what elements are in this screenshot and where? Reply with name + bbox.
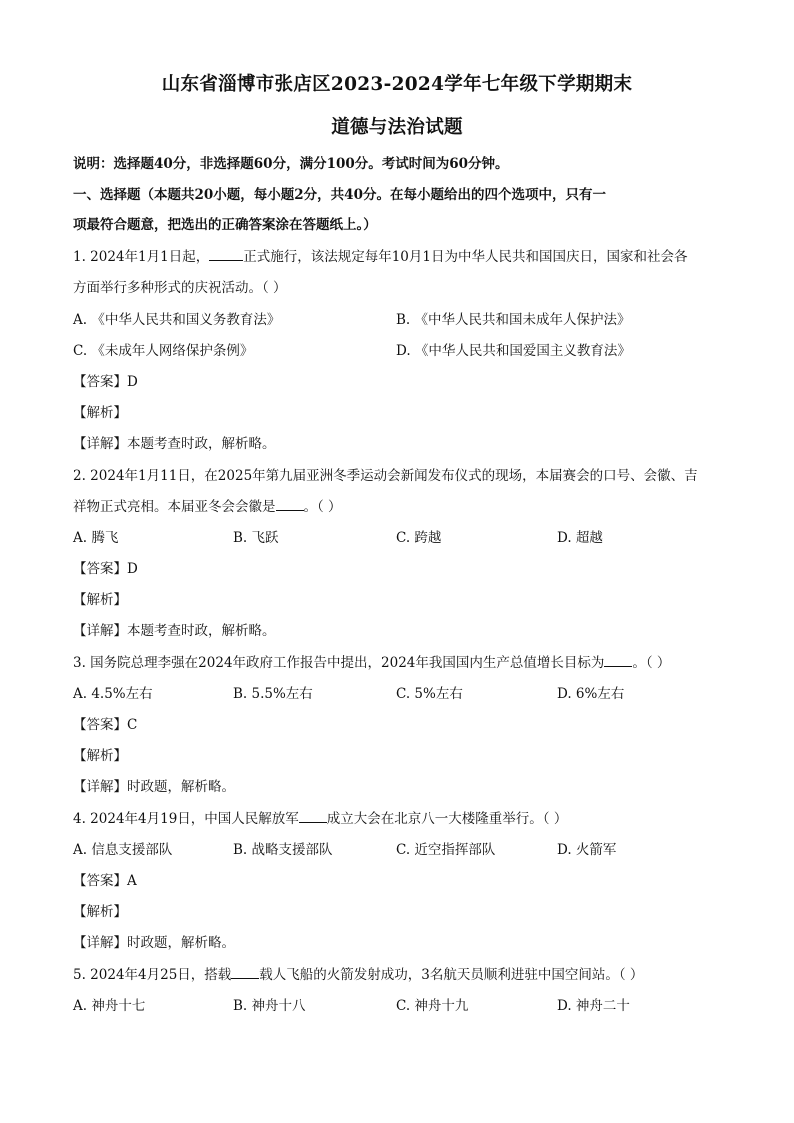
question-2-option-a: A. 腾飞 (73, 530, 119, 546)
question-5-stem: 5. 2024年4月25日，搭载 载人飞船的火箭发射成功，3名航天员顺利进驻中国空间站。（ ） (73, 967, 644, 983)
question-4-option-b: B. 战略支援部队 (233, 842, 333, 858)
question-1-detail: 【详解】本题考查时政，解析略。 (73, 436, 276, 452)
question-1-option-d: D. 《中华人民共和国爱国主义教育法》 (396, 343, 631, 359)
exam-note: 说明：选择题40分，非选择题60分，满分100分。考试时间为60分钟。 (73, 156, 509, 172)
question-2-detail: 【详解】本题考查时政，解析略。 (73, 623, 276, 639)
question-1-stem: 1. 2024年1月1日起， 正式施行，该法规定每年10月1日为中华人民共和国国庆日，国家和社会各 (73, 249, 688, 265)
question-4-option-d: D. 火箭军 (557, 842, 617, 858)
section-heading-line1: 一、选择题（本题共20小题，每小题2分，共40分。在每小题给出的四个选项中，只有一 (73, 187, 606, 203)
question-5-option-a: A. 神舟十七 (73, 998, 146, 1014)
question-4-option-a: A. 信息支援部队 (73, 842, 173, 858)
question-2-stem: 2. 2024年1月11日，在2025年第九届亚洲冬季运动会新闻发布仪式的现场，本届赛会的口号、会徽、吉 (73, 468, 698, 484)
section-heading-line2: 项最符合题意，把选出的正确答案涂在答题纸上。） (73, 217, 377, 233)
question-1-option-c: C. 《未成年人网络保护条例》 (73, 343, 254, 359)
question-1-option-a: A. 《中华人民共和国义务教育法》 (73, 312, 281, 328)
question-5-option-d: D. 神舟二十 (557, 998, 630, 1014)
answer-blank (276, 498, 304, 511)
question-2-analysis-label: 【解析】 (73, 592, 127, 608)
question-2-answer: 【答案】D (73, 561, 138, 577)
question-1-stem-line2: 方面举行多种形式的庆祝活动。（ ） (73, 280, 287, 296)
question-5-option-c: C. 神舟十九 (396, 998, 469, 1014)
question-3-option-d: D. 6%左右 (557, 686, 625, 702)
question-3-stem: 3. 国务院总理李强在2024年政府工作报告中提出，2024年我国国内生产总值增长目标为 。（ ） (73, 655, 671, 671)
question-3-option-b: B. 5.5%左右 (233, 686, 313, 702)
answer-blank (299, 810, 327, 823)
answer-blank (604, 654, 632, 667)
question-4-detail: 【详解】时政题，解析略。 (73, 935, 235, 951)
answer-blank (209, 248, 243, 261)
question-4-stem: 4. 2024年4月19日，中国人民解放军 成立大会在北京八一大楼隆重举行。（ ） (73, 811, 568, 827)
question-3-answer: 【答案】C (73, 717, 138, 733)
exam-title: 山东省淄博市张店区2023-2024学年七年级下学期期末 (161, 74, 633, 95)
question-3-option-a: A. 4.5%左右 (73, 686, 153, 702)
answer-blank (231, 966, 259, 979)
question-3-detail: 【详解】时政题，解析略。 (73, 779, 235, 795)
question-2-stem-line2: 祥物正式亮相。本届亚冬会会徽是 。（ ） (73, 499, 342, 515)
question-4-option-c: C. 近空指挥部队 (396, 842, 496, 858)
question-1-answer: 【答案】D (73, 374, 138, 390)
question-2-option-b: B. 飞跃 (233, 530, 279, 546)
question-2-option-c: C. 跨越 (396, 530, 442, 546)
question-2-option-d: D. 超越 (557, 530, 603, 546)
question-4-answer: 【答案】A (73, 873, 137, 889)
exam-subtitle: 道德与法治试题 (331, 117, 463, 138)
question-1-analysis-label: 【解析】 (73, 405, 127, 421)
question-4-analysis-label: 【解析】 (73, 904, 127, 920)
question-5-option-b: B. 神舟十八 (233, 998, 306, 1014)
question-1-option-b: B. 《中华人民共和国未成年人保护法》 (396, 312, 631, 328)
question-3-option-c: C. 5%左右 (396, 686, 463, 702)
question-3-analysis-label: 【解析】 (73, 748, 127, 764)
